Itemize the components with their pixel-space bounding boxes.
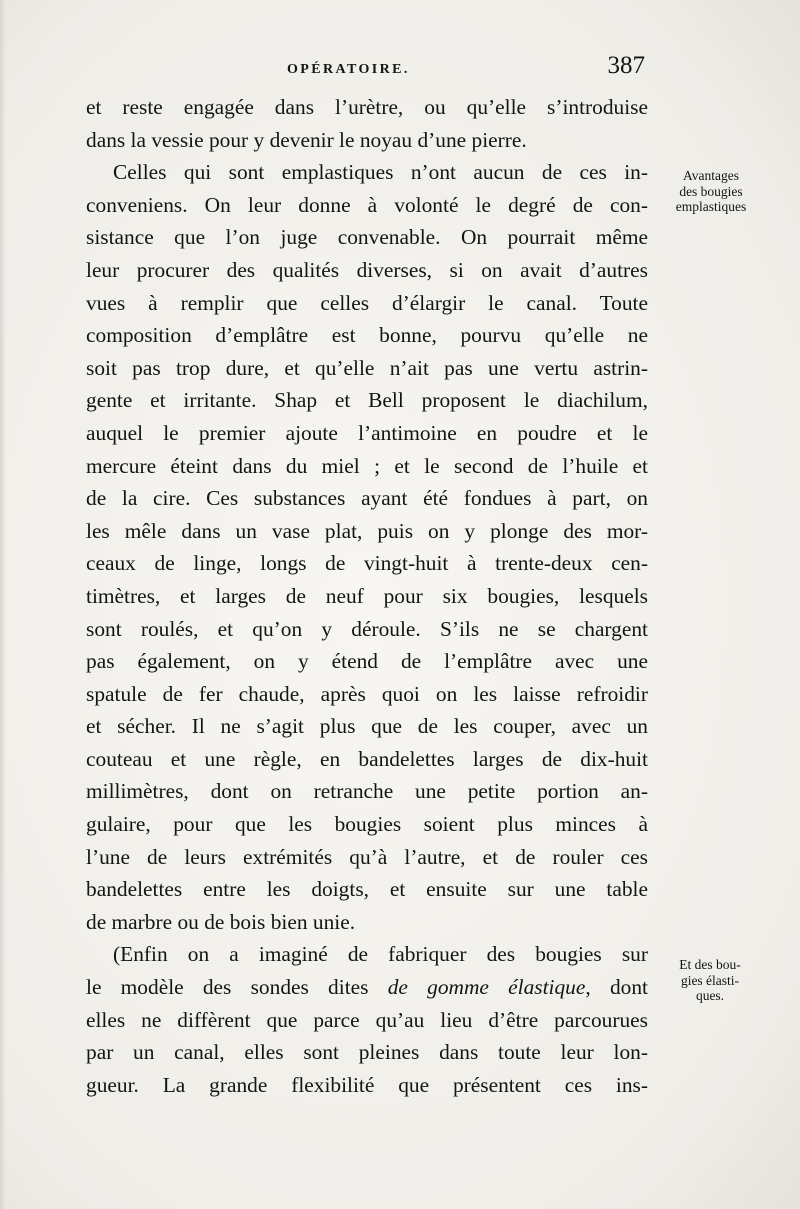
text-line: auquel le premier ajoute l’antimoine en poudre et le: [86, 420, 648, 445]
body-text: [86, 91, 648, 1101]
text-line: millimètres, dont on retranche une petite portion an-: [86, 779, 648, 804]
text-line: dans la vessie pour y devenir le noyau d’une pierre.: [86, 127, 527, 152]
text-line: gulaire, pour que les bougies soient plus minces à: [86, 812, 648, 837]
page-edge-shadow: [0, 0, 6, 1209]
text-line: leur procurer des qualités diverses, si on avait d’autres: [86, 257, 648, 282]
margin-note-line: Avantages: [683, 168, 739, 183]
page-header: [85, 52, 645, 92]
text-line: conveniens. On leur donne à volonté le degré de con-: [86, 192, 648, 217]
text-line-with-italic: [86, 971, 648, 1004]
margin-note-line: ques.: [695, 988, 725, 1003]
text-line: elles ne diffèrent que parce qu’au lieu d’être parcourues: [86, 1007, 648, 1032]
text-line: couteau et une règle, en bandelettes larges de dix-huit: [86, 746, 648, 771]
margin-note-avantages: [656, 168, 766, 215]
text-line: par un canal, elles sont pleines dans toute leur lon-: [86, 1040, 648, 1065]
text-line: gueur. La grande flexibilité que présentent ces ins-: [86, 1072, 648, 1097]
margin-note-line: des bougies: [679, 183, 743, 199]
text-line: soit pas trop dure, et qu’elle n’ait pas une vertu astrin-: [86, 355, 648, 380]
text-line: gente et irritante. Shap et Bell proposent le diachilum,: [86, 388, 648, 413]
text-line: et reste engagée dans l’urètre, ou qu’elle s’introduise: [86, 95, 648, 119]
text-line: composition d’emplâtre est bonne, pourvu qu’elle ne: [86, 323, 648, 348]
text-line: de marbre ou de bois bien unie.: [86, 909, 356, 934]
text-line: Celles qui sont emplastiques n’ont aucun de ces in-: [113, 160, 648, 185]
text-line: l’une de leurs extrémités qu’à l’autre, et de rouler ces: [86, 844, 648, 869]
text-line: sistance que l’on juge convenable. On pourrait même: [86, 225, 648, 250]
text-segment: , dont: [585, 975, 648, 1000]
text-line: bandelettes entre les doigts, et ensuite sur une table: [86, 877, 648, 902]
text-line: ceaux de linge, longs de vingt-huit à trente-deux cen-: [86, 551, 648, 576]
margin-note-line: emplastiques: [675, 199, 747, 214]
italic-term: de gomme élastique: [387, 975, 586, 1000]
text-line: sont roulés, et qu’on y déroule. S’ils ne se chargent: [86, 616, 648, 641]
text-line: vues à remplir que celles d’élargir le canal. Toute: [86, 290, 648, 315]
margin-note-line: Et des bou-: [679, 957, 741, 972]
text-line: de la cire. Ces substances ayant été fondues à part, on: [86, 486, 648, 511]
text-line: (Enfin on a imaginé de fabriquer des bougies sur: [113, 942, 648, 967]
text-line: et sécher. Il ne s’agit plus que de les couper, avec un: [86, 714, 648, 739]
page-number: 387: [607, 52, 645, 79]
running-head: OPÉRATOIRE.: [287, 62, 410, 77]
text-line: timètres, et larges de neuf pour six bougies, lesquels: [86, 583, 648, 608]
text-line: mercure éteint dans du miel ; et le second de l’huile et: [86, 453, 648, 478]
text-line: les mêle dans un vase plat, puis on y plonge des mor-: [86, 518, 648, 543]
margin-note-line: gies élasti-: [680, 972, 740, 988]
text-segment: le modèle des sondes dites: [86, 975, 369, 1000]
text-line: pas également, on y étend de l’emplâtre avec une: [86, 649, 648, 674]
text-line: spatule de fer chaude, après quoi on les laisse refroidir: [86, 681, 648, 706]
margin-note-bougies-elastiques: [660, 957, 760, 1004]
